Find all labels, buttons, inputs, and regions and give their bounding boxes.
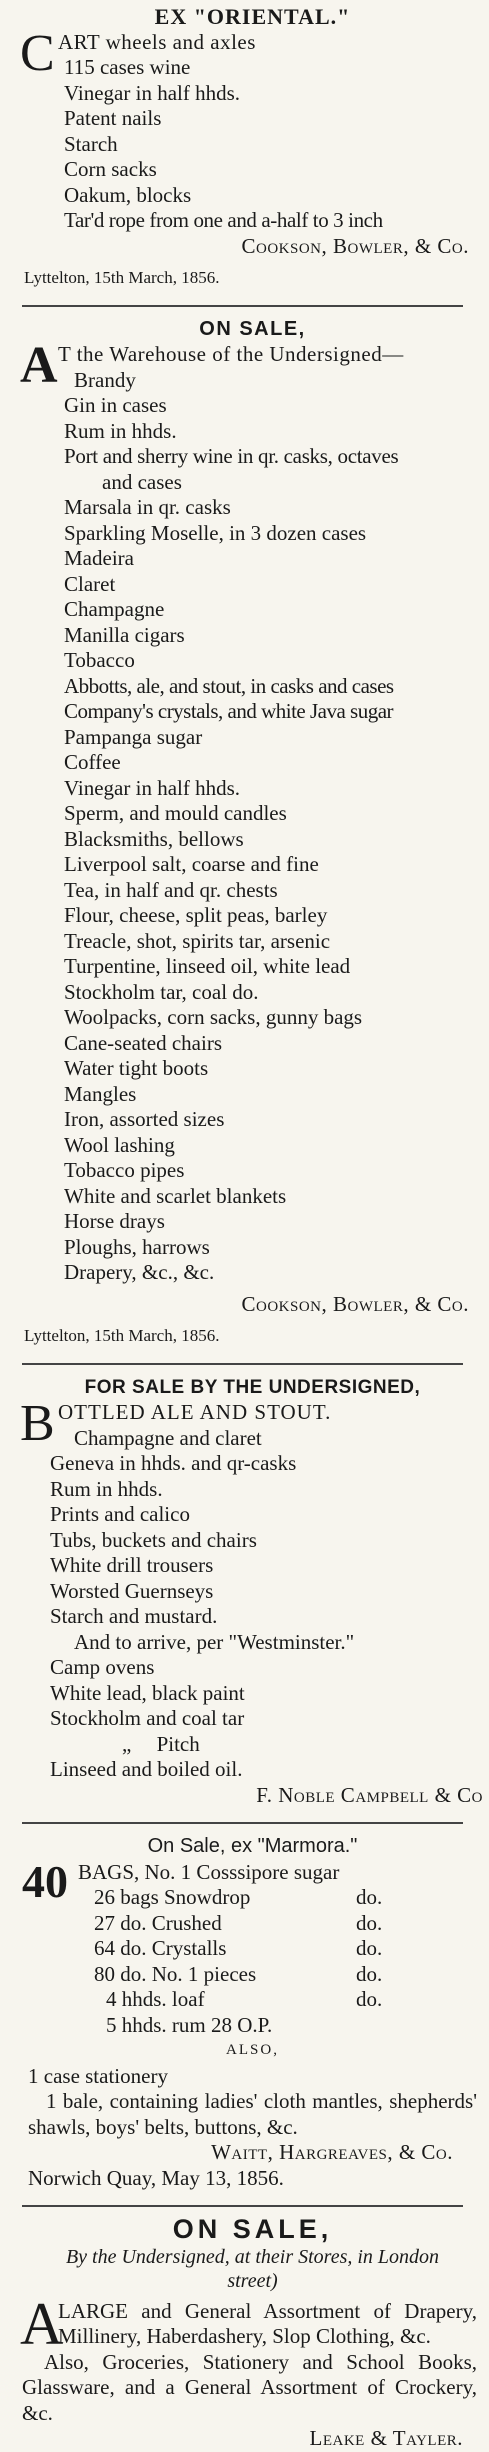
list-item: Treacle, shot, spirits tar, arsenic <box>64 928 331 953</box>
list-item: Water tight boots <box>64 1056 209 1080</box>
list-item: Manilla cigars <box>64 622 185 647</box>
list-item: Ploughs, harrows <box>64 1234 210 1259</box>
list-item: Pampanga sugar <box>64 724 203 749</box>
list-item: Linseed and boiled oil. <box>50 1757 243 1781</box>
list-item: Sparkling Moselle, in 3 dozen cases <box>64 520 367 545</box>
list-item: Stockholm tar, coal do. <box>64 979 259 1004</box>
dateline: Norwich Quay, May 13, 1856. <box>28 2165 284 2190</box>
advertisement-oriental <box>22 0 483 291</box>
list-item: Stockholm and coal tar <box>50 1706 245 1730</box>
first-line-text: BAGS, No. 1 Cosssipore sugar <box>78 1859 340 1884</box>
list-item: White and scarlet blankets <box>64 1183 287 1208</box>
list-item: Tar'd rope from one and a-half to 3 inch <box>64 208 383 232</box>
table-row <box>22 1911 483 1937</box>
list-item: And to arrive, per "Westminster." <box>74 1629 355 1654</box>
ad-heading: ON SALE, <box>199 317 306 340</box>
list-item: Blacksmiths, bellows <box>64 826 244 851</box>
list-item: Sperm, and mould candles <box>64 801 287 825</box>
also-label: ALSO, <box>226 2042 279 2058</box>
ad-heading: FOR SALE BY THE UNDERSIGNED, <box>84 1376 421 1398</box>
signature: Cookson, Bowler, & Co. <box>241 1291 469 1316</box>
row-description: 26 bags Snowdrop <box>94 1885 251 1909</box>
row-description: 80 do. No. 1 pieces <box>94 1961 257 1986</box>
signature: F. Noble Campbell & Co <box>256 1782 483 1807</box>
list-item: Patent nails <box>64 106 162 130</box>
table-row <box>22 1936 483 1962</box>
list-item: Tea, in half and qr. chests <box>64 877 278 902</box>
row-description: 27 do. Crushed <box>94 1910 222 1935</box>
row-unit: do. <box>356 1885 383 1909</box>
list-item: Marsala in qr. casks <box>64 495 231 519</box>
list-item: „ Pitch <box>122 1731 200 1756</box>
row-unit: do. <box>356 1910 383 1935</box>
signature: Leake & Tayler. <box>309 2426 463 2450</box>
ad-heading: ON SALE, <box>172 2214 333 2244</box>
divider <box>22 1822 463 1824</box>
drop-cap: B <box>20 1395 55 1452</box>
row-description: 5 hhds. rum 28 O.P. <box>106 2012 273 2037</box>
paragraph: Also, Groceries, Stationery and School Books, Glassware, and a General Assortment of Crockery, &c. <box>22 2349 477 2425</box>
list-item: Company's crystals, and white Java sugar <box>64 699 394 723</box>
first-line-text: ART wheels and axles <box>58 29 256 54</box>
list-item: Starch <box>64 131 118 156</box>
advertisement-bottled-ale <box>22 1375 483 1809</box>
drop-cap: A <box>20 2290 64 2357</box>
list-item: Rum in hhds. <box>64 418 177 443</box>
list-item: Wool lashing <box>64 1132 175 1157</box>
list-item: Camp ovens <box>50 1655 155 1679</box>
list-item: Coffee <box>64 750 121 774</box>
list-item: Oakum, blocks <box>64 182 192 207</box>
divider <box>22 2205 463 2207</box>
list-item: Rum in hhds. <box>50 1476 163 1501</box>
list-item: Champagne and claret <box>74 1425 262 1450</box>
list-item: Turpentine, linseed oil, white lead <box>64 954 351 978</box>
row-description: 4 hhds. loaf <box>106 1987 205 2011</box>
ad-heading: On Sale, ex "Marmora." <box>147 1835 358 1857</box>
first-line-text: T the Warehouse of the Undersigned— <box>58 342 404 366</box>
list-item: Starch and mustard. <box>50 1604 218 1628</box>
signature: Cookson, Bowler, & Co. <box>241 233 469 258</box>
list-item: Vinegar in half hhds. <box>64 775 241 800</box>
ad-subheading: By the Undersigned, at their Stores, in London street) <box>65 2245 440 2292</box>
row-unit: do. <box>356 1961 383 1986</box>
ad-heading: EX "ORIENTAL." <box>154 4 351 29</box>
list-item: Abbotts, ale, and stout, in casks and cases <box>64 673 394 698</box>
advertisement-on-sale-warehouse <box>22 317 483 1349</box>
list-item: Prints and calico <box>50 1502 190 1526</box>
drop-cap: C <box>20 24 55 82</box>
table-row <box>22 1885 483 1911</box>
list-item: and cases <box>102 469 182 494</box>
table-row <box>22 1962 483 1988</box>
divider <box>22 305 463 307</box>
advertisement-marmora <box>22 1834 483 2191</box>
first-line-text: OTTLED ALE AND STOUT. <box>58 1400 332 1424</box>
row-description: 64 do. Crystalls <box>94 1936 227 1960</box>
list-item: Champagne <box>64 597 165 621</box>
ad-body <box>20 2290 483 2357</box>
list-item: Cane-seated chairs <box>64 1030 223 1055</box>
dateline: Lyttelton, 15th March, 1856. <box>24 1326 220 1345</box>
signature: Waitt, Hargreaves, & Co. <box>211 2140 453 2164</box>
list-item: Tubs, buckets and chairs <box>50 1527 257 1552</box>
dateline: Lyttelton, 15th March, 1856. <box>24 268 220 287</box>
list-item: Liverpool salt, coarse and fine <box>64 852 319 876</box>
list-item: Mangles <box>64 1081 137 1106</box>
list-item: Iron, assorted sizes <box>64 1107 225 1131</box>
list-item: Woolpacks, corn sacks, gunny bags <box>64 1005 363 1029</box>
list-item: Brandy <box>74 367 136 392</box>
list-item: Horse drays <box>64 1209 165 1233</box>
drop-cap: A <box>20 337 58 394</box>
paragraph: LARGE and General Assortment of Drapery, Millinery, Haberdashery, Slop Clothing, &c. <box>58 2298 477 2348</box>
list-item: Geneva in hhds. and qr-casks <box>50 1451 297 1475</box>
list-item: White lead, black paint <box>50 1680 245 1705</box>
list-item: Worsted Guernseys <box>50 1578 214 1603</box>
list-item: Port and sherry wine in qr. casks, octaves <box>64 444 399 468</box>
list-item: 115 cases wine <box>64 55 191 79</box>
list-item: 1 case stationery <box>28 2063 168 2088</box>
list-item: Tobacco <box>64 648 135 672</box>
list-item: Vinegar in half hhds. <box>64 80 241 105</box>
list-item: Gin in cases <box>64 393 167 417</box>
row-unit: do. <box>356 1987 383 2011</box>
table-row <box>22 1987 483 2013</box>
row-unit: do. <box>356 1936 383 1960</box>
table-row <box>22 2013 483 2039</box>
big-number: 40 <box>22 1855 68 1907</box>
advertisement-leake-tayler <box>20 2214 483 2452</box>
list-item: Madeira <box>64 546 134 570</box>
list-item: Corn sacks <box>64 157 157 181</box>
list-item: 1 bale, containing ladies' cloth mantles, shepherds' shawls, boys' belts, buttons, &c. <box>28 2089 477 2139</box>
list-item: Claret <box>64 571 116 596</box>
divider <box>22 1363 463 1365</box>
list-item: Flour, cheese, split peas, barley <box>64 903 328 927</box>
list-item: Drapery, &c., &c. <box>64 1260 215 1284</box>
list-item: Tobacco pipes <box>64 1158 185 1182</box>
list-item: White drill trousers <box>50 1553 214 1577</box>
